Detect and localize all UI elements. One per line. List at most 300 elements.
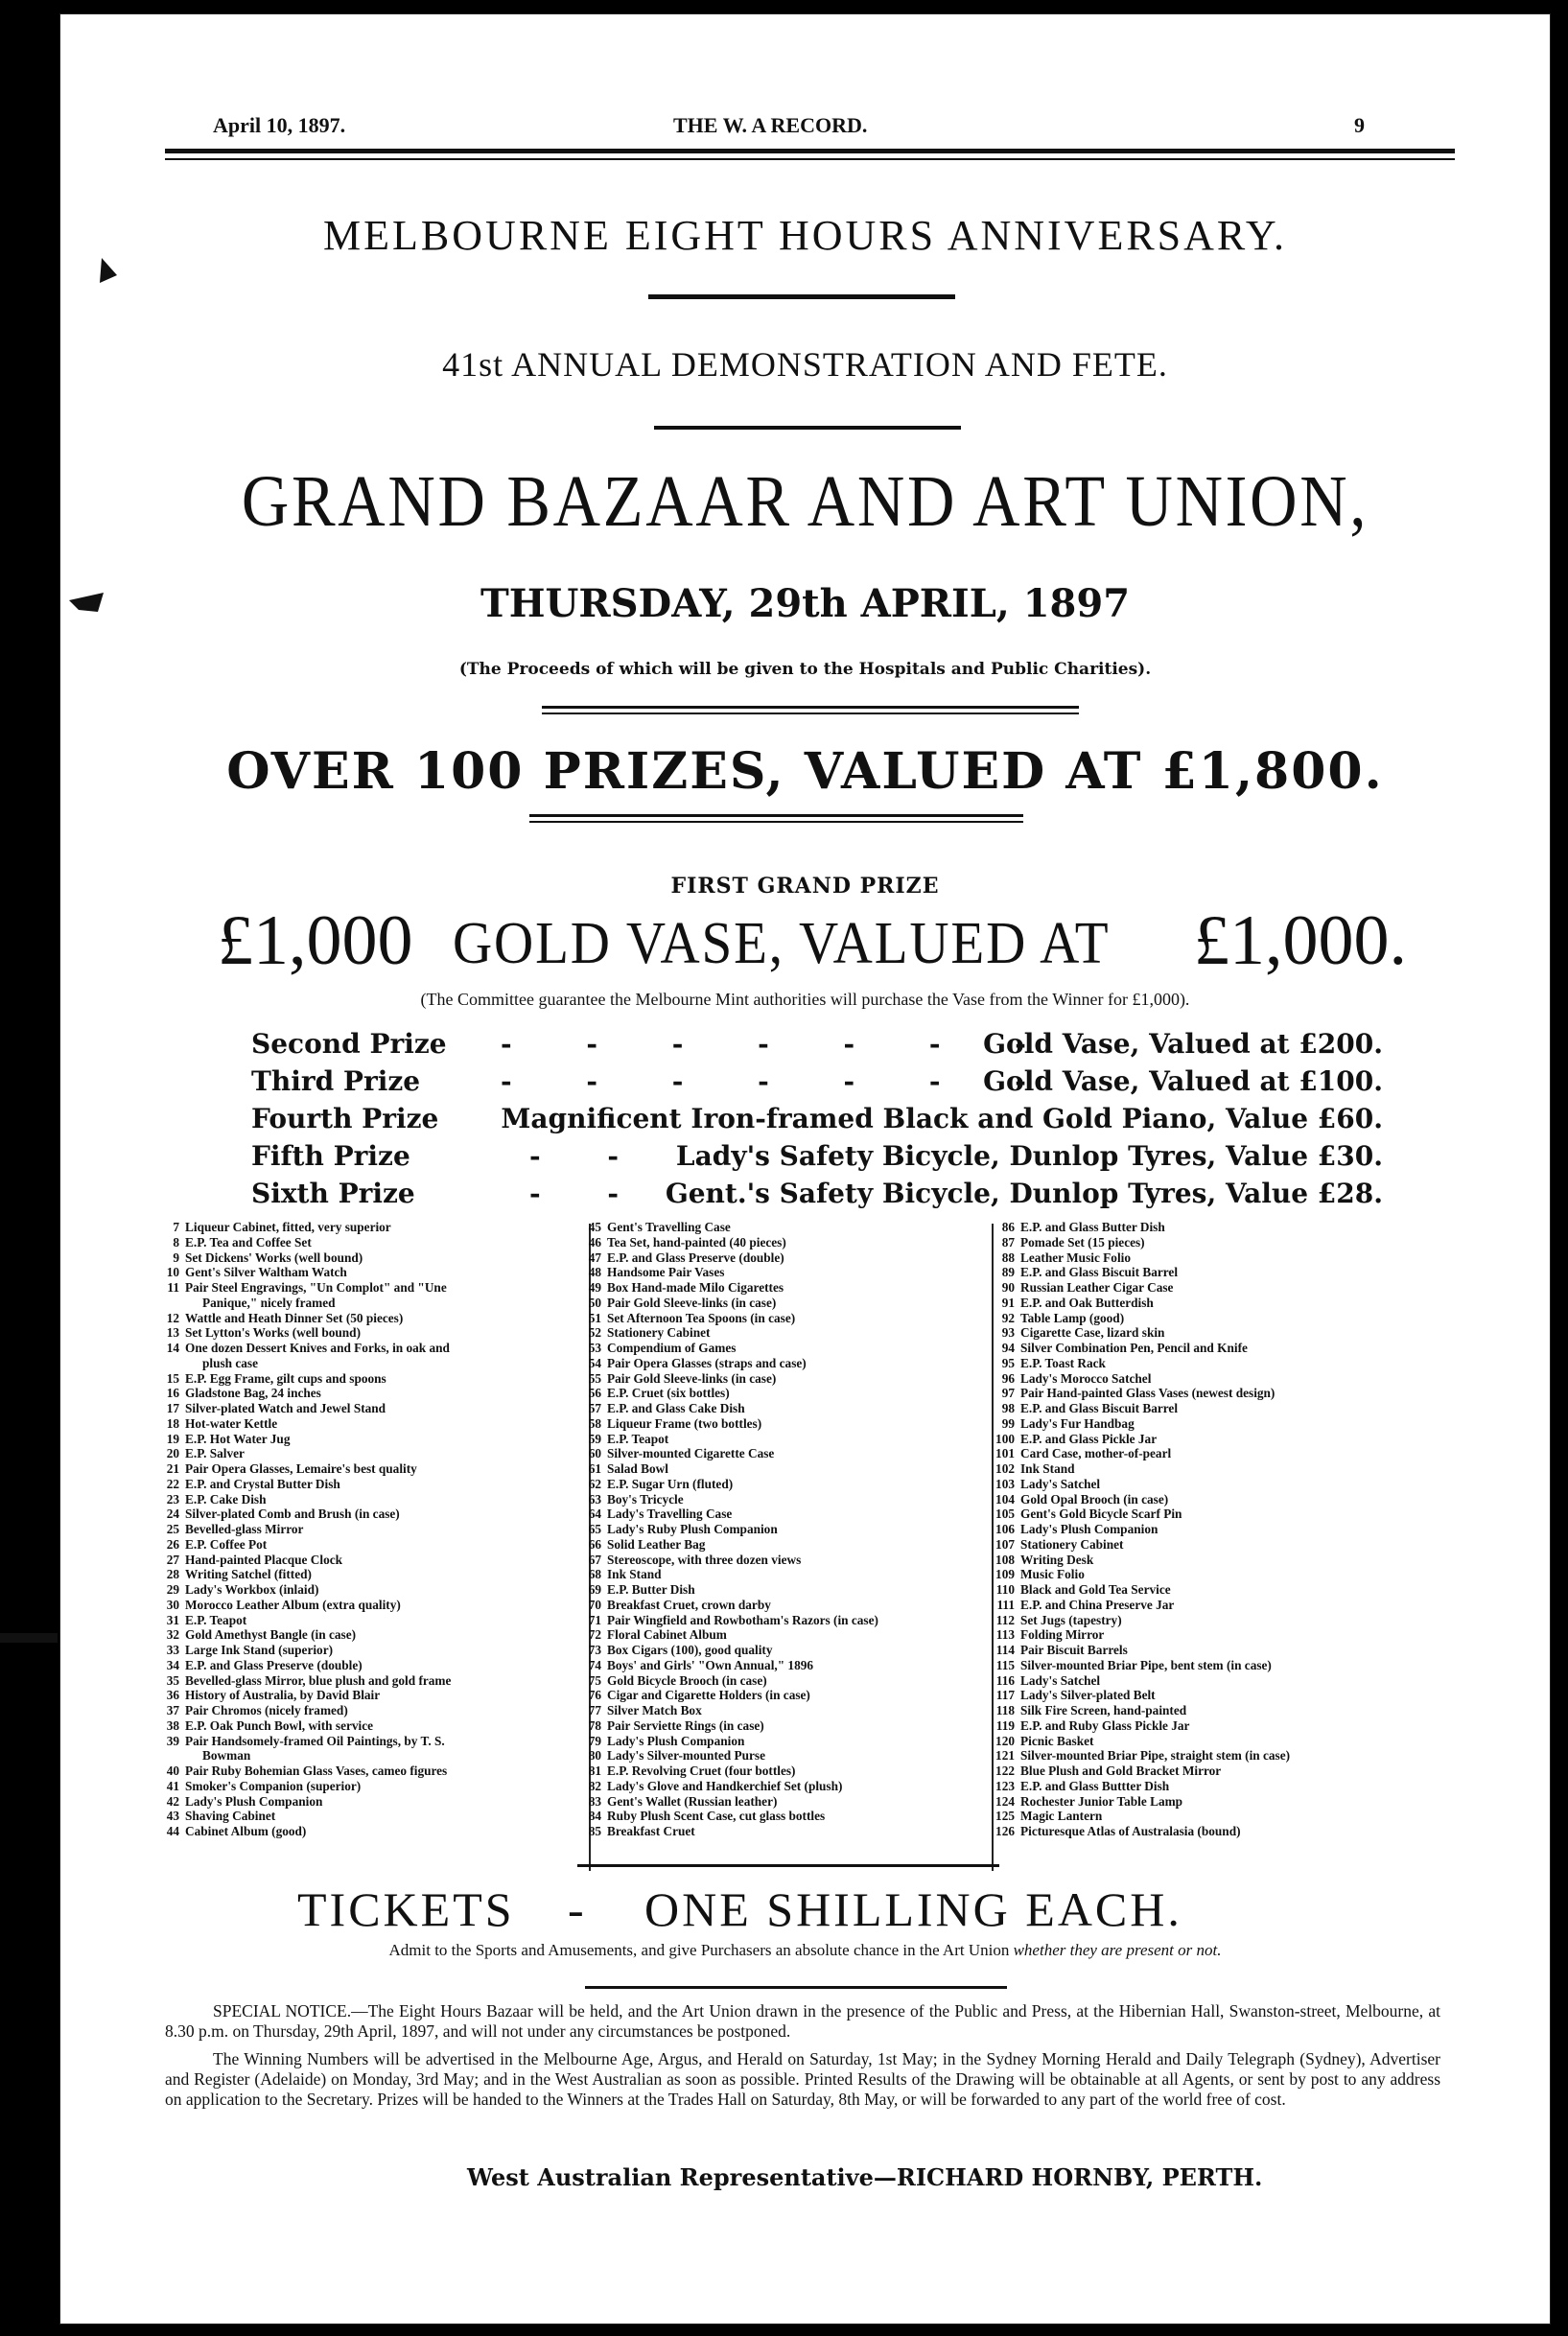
prize-item-text: Gent's Travelling Case (607, 1220, 731, 1234)
prize-number: 28 (166, 1567, 179, 1582)
prize-list-item (160, 1250, 620, 1266)
prize-list-item (160, 1492, 620, 1507)
prize-list-item (160, 1522, 620, 1537)
prize-list-item (582, 1265, 1014, 1280)
special-notice: SPECIAL NOTICE.—The Eight Hours Bazaar will be held, and the Art Union drawn in the presence of the Public and Press, at the Hibernian Hall, Swanston-street, Melbourne, at 8.30 p.m. on Thursday, 29th April, 1897, and will not under any circumstances be postponed. (165, 2001, 1440, 2041)
prize-item-text: Set Afternoon Tea Spoons (in case) (607, 1310, 796, 1325)
prize-list-item (160, 1235, 620, 1250)
prize-list-item (582, 1325, 1014, 1341)
prize-list-item (582, 1416, 1014, 1432)
prize-number: 25 (166, 1522, 179, 1536)
prize-number: 104 (995, 1491, 1015, 1507)
prize-list-item (582, 1567, 1014, 1582)
prize-item-text: E.P. and Glass Butter Dish (1020, 1220, 1165, 1234)
prize-item-text: Lady's Silver-mounted Purse (607, 1748, 765, 1764)
prize-list-item (988, 1235, 1439, 1250)
prize-item-text: Russian Leather Cigar Case (1020, 1280, 1174, 1295)
prize-item-text: Picnic Basket (1020, 1733, 1094, 1748)
prize-item-text: E.P. and Ruby Glass Pickle Jar (1020, 1717, 1190, 1733)
prize-list-item (582, 1824, 1014, 1839)
prize-number: 44 (166, 1824, 179, 1838)
prize-item-text: Silver Combination Pen, Pencil and Knife (1020, 1341, 1248, 1355)
prize-list-item (582, 1220, 1014, 1235)
prize-number: 52 (588, 1325, 601, 1341)
first-prize-amount-right: £1,000. (1194, 901, 1407, 980)
prize-number: 43 (166, 1809, 179, 1824)
divider-3-bottom (542, 712, 1079, 714)
prize-list-item (988, 1250, 1439, 1266)
prize-item-text: E.P. Butter Dish (607, 1582, 695, 1597)
prize-list-item (160, 1477, 620, 1492)
prize-item-text: Writing Satchel (fitted) (185, 1567, 312, 1582)
prize-description: Gold Vase, Valued at £100. (983, 1065, 1383, 1097)
prize-list-item (582, 1492, 1014, 1507)
prize-number: 26 (166, 1536, 179, 1552)
prize-item-text: Hot-water Kettle (185, 1415, 278, 1431)
prize-item-text: E.P. Coffee Pot (185, 1536, 268, 1552)
major-prize-row (251, 1065, 1383, 1104)
prize-number: 53 (588, 1341, 601, 1355)
prize-list-item (988, 1718, 1439, 1734)
winning-numbers-notice: The Winning Numbers will be advertised in the Melbourne Age, Argus, and Herald on Saturday, 1st May; in the Sydney Morning Herald and Daily Telegraph (Sydney), Advertiser and Register (Adelaide) on Monday, 3rd May; and in the West Australian as soon as possible. Printed Results of the Drawing will be obtainable at all Agents, or sent by post to any address on application to the Secretary. Prizes will be handed to the Winners at the Trades Hall on Saturday, 8th May, or will be forwarded to any part of the world free of cost. (165, 2049, 1440, 2109)
prize-item-text: Tea Set, hand-painted (40 pieces) (607, 1234, 786, 1250)
prize-list-item (988, 1477, 1439, 1492)
prize-number: 57 (588, 1401, 601, 1415)
prize-number: 79 (588, 1733, 601, 1748)
prize-item-text: Pomade Set (15 pieces) (1020, 1234, 1145, 1250)
prize-number: 122 (995, 1764, 1015, 1778)
prize-item-text: E.P. and Glass Preserve (double) (185, 1657, 363, 1672)
prize-number: 114 (995, 1643, 1015, 1657)
prize-list-item (988, 1325, 1439, 1341)
prize-number: 121 (995, 1748, 1015, 1764)
prize-number: 21 (166, 1461, 179, 1476)
prize-list-item (160, 1824, 620, 1839)
prize-item-text: Lady's Fur Handbag (1020, 1415, 1135, 1431)
prize-item-text: Salad Bowl (607, 1461, 668, 1476)
prize-list-item (160, 1325, 620, 1341)
prize-number: 78 (588, 1717, 601, 1733)
proceeds-note: (The Proceeds of which will be given to the Hospitals and Public Charities). (458, 660, 1152, 679)
prize-list-item (160, 1432, 620, 1447)
ticket-price: ONE SHILLING EACH. (644, 1882, 1182, 1936)
prize-item-text: E.P. and Glass Buttter Dish (1020, 1778, 1170, 1793)
prize-list-item (582, 1446, 1014, 1461)
prize-number: 77 (588, 1703, 601, 1717)
prize-item-text: Gold Bicycle Brooch (in case) (607, 1672, 767, 1688)
prize-item-text: E.P. Sugar Urn (fluted) (607, 1476, 734, 1491)
divider-1 (648, 294, 955, 299)
prize-number: 96 (1001, 1370, 1015, 1386)
prize-list-item (160, 1220, 620, 1235)
prize-list-item (988, 1507, 1439, 1522)
prize-list-item (582, 1809, 1014, 1824)
header-rule-thick (165, 149, 1455, 153)
prize-list-item (988, 1371, 1439, 1387)
prize-item-text: Pair Handsomely-framed Oil Paintings, by T. S. (185, 1733, 445, 1748)
prize-number: 19 (166, 1431, 179, 1446)
prize-number: 73 (588, 1643, 601, 1657)
prize-list-item (988, 1613, 1439, 1628)
divider-6 (585, 1986, 1007, 1989)
prize-item-text: Box Hand-made Milo Cigarettes (607, 1280, 784, 1295)
prize-number: 59 (588, 1431, 601, 1446)
prize-number: 32 (166, 1627, 179, 1643)
prize-list-item (160, 1386, 620, 1401)
prize-dashes: - - - - - - - (501, 1028, 1059, 1060)
margin-mark-icon (0, 1629, 58, 1648)
prize-item-text: Bowman (202, 1748, 251, 1764)
prize-list-item (582, 1280, 1014, 1296)
prize-item-text: Compendium of Games (607, 1341, 737, 1355)
prize-number: 16 (166, 1386, 179, 1401)
prize-number: 80 (588, 1748, 601, 1764)
prize-number: 10 (166, 1265, 179, 1280)
prize-number: 58 (588, 1415, 601, 1431)
prize-number: 81 (588, 1764, 601, 1778)
prize-list-item (988, 1356, 1439, 1371)
prize-item-text: Pair Gold Sleeve-links (in case) (607, 1370, 777, 1386)
prize-item-text: Stationery Cabinet (1020, 1536, 1124, 1552)
prize-number: 97 (1001, 1386, 1015, 1401)
prize-list-item (160, 1734, 620, 1749)
prize-item-text: Floral Cabinet Album (607, 1627, 727, 1643)
prize-number: 42 (166, 1793, 179, 1809)
prize-number: 108 (995, 1552, 1015, 1567)
prize-item-text: Handsome Pair Vases (607, 1265, 725, 1280)
prize-number: 24 (166, 1507, 179, 1522)
prize-number: 12 (166, 1310, 179, 1325)
divider-2 (654, 426, 961, 430)
prize-item-text: Bevelled-glass Mirror (185, 1522, 304, 1536)
prize-number: 20 (166, 1446, 179, 1461)
prize-list-item (582, 1794, 1014, 1810)
prize-list-item (988, 1598, 1439, 1613)
prize-list-item (988, 1492, 1439, 1507)
prize-item-text: E.P. Salver (185, 1446, 245, 1461)
prize-item-text: Silver-mounted Briar Pipe, bent stem (in case) (1020, 1657, 1272, 1672)
prize-number: 48 (588, 1265, 601, 1280)
prize-list-item (988, 1522, 1439, 1537)
prize-item-text: Box Cigars (100), good quality (607, 1643, 773, 1657)
divider-3-top (542, 706, 1079, 709)
prize-number: 95 (1001, 1355, 1015, 1370)
prize-number: 17 (166, 1401, 179, 1415)
prize-name: Sixth Prize (251, 1178, 415, 1209)
prize-list-item (988, 1220, 1439, 1235)
prize-number: 102 (995, 1461, 1015, 1476)
prize-description: Lady's Safety Bicycle, Dunlop Tyres, Value £30. (675, 1140, 1383, 1172)
prize-dashes: - - - - - - - (501, 1065, 1059, 1097)
major-prize-row (251, 1028, 1383, 1066)
prize-list-item (582, 1598, 1014, 1613)
prize-item-text: E.P. and Glass Biscuit Barrel (1020, 1401, 1179, 1415)
prize-number: 29 (166, 1582, 179, 1597)
prize-list-item (160, 1416, 620, 1432)
prize-number: 88 (1001, 1250, 1015, 1265)
prize-list-item (160, 1718, 620, 1734)
prize-list-item (582, 1537, 1014, 1553)
prize-number: 61 (588, 1461, 601, 1476)
prize-number: 66 (588, 1536, 601, 1552)
prize-item-text: Shaving Cabinet (185, 1809, 276, 1824)
prize-list-item (160, 1643, 620, 1658)
prize-number: 36 (166, 1688, 179, 1703)
prize-number: 84 (588, 1809, 601, 1824)
prize-number: 103 (995, 1476, 1015, 1491)
prize-number: 89 (1001, 1265, 1015, 1280)
prize-item-text: Ink Stand (607, 1567, 662, 1582)
prize-dashes: - - (529, 1140, 647, 1172)
prize-item-text: E.P. Toast Rack (1020, 1355, 1106, 1370)
prize-list-col-3 (988, 1220, 1439, 1839)
divider-4-bottom (529, 821, 1023, 823)
prize-item-text: Gent's Wallet (Russian leather) (607, 1793, 778, 1809)
prize-number: 91 (1001, 1295, 1015, 1310)
representative: West Australian Representative—RICHARD HORNBY, PERTH. (467, 2163, 1263, 2191)
prize-list-item (160, 1764, 620, 1779)
prize-list-item (582, 1734, 1014, 1749)
prize-number: 115 (995, 1657, 1015, 1672)
prize-item-text: Silver Match Box (607, 1703, 702, 1717)
prize-list-item (988, 1401, 1439, 1416)
prize-list-item (988, 1461, 1439, 1477)
prize-item-text: Pair Ruby Bohemian Glass Vases, cameo figures (185, 1764, 448, 1778)
prize-item-text: plush case (202, 1355, 259, 1370)
prize-item-text: Gold Opal Brooch (in case) (1020, 1491, 1169, 1507)
prize-number: 107 (995, 1536, 1015, 1552)
first-prize-label: FIRST GRAND PRIZE (670, 874, 940, 899)
prize-number: 37 (166, 1703, 179, 1717)
prize-list-item (160, 1311, 620, 1326)
prize-list-item (988, 1703, 1439, 1718)
prize-number: 125 (995, 1809, 1015, 1824)
issue-date: April 10, 1897. (213, 113, 346, 137)
prize-item-text: Morocco Leather Album (extra quality) (185, 1597, 401, 1612)
prize-number: 64 (588, 1507, 601, 1522)
prize-list-item (160, 1401, 620, 1416)
prize-description: Gent.'s Safety Bicycle, Dunlop Tyres, Value £28. (665, 1178, 1383, 1209)
prize-number: 13 (166, 1325, 179, 1341)
prize-item-text: Wattle and Heath Dinner Set (50 pieces) (185, 1310, 404, 1325)
prize-list-item (988, 1643, 1439, 1658)
prize-list-item (988, 1416, 1439, 1432)
prize-list-item (160, 1809, 620, 1824)
prize-item-text: Stereoscope, with three dozen views (607, 1552, 802, 1567)
prize-item-text: Set Jugs (tapestry) (1020, 1612, 1122, 1627)
prize-item-text: Lady's Travelling Case (607, 1507, 733, 1522)
prize-list-item (582, 1643, 1014, 1658)
prize-name: Second Prize (251, 1028, 447, 1060)
tickets-separator: - (568, 1882, 587, 1936)
prize-item-text: E.P. Egg Frame, gilt cups and spoons (185, 1370, 386, 1386)
prize-list-item (988, 1432, 1439, 1447)
prize-item-text: E.P. and Glass Preserve (double) (607, 1250, 784, 1265)
prize-list-item (160, 1296, 620, 1311)
prize-list-item (582, 1627, 1014, 1643)
prize-item-text: E.P. Teapot (185, 1612, 247, 1627)
major-prize-row (251, 1140, 1383, 1179)
prize-list-item (582, 1386, 1014, 1401)
prize-item-text: Silver-plated Watch and Jewel Stand (185, 1401, 386, 1415)
prize-item-text: Pair Steel Engravings, "Un Complot" and "Une (185, 1280, 447, 1295)
prize-list-item (988, 1537, 1439, 1553)
prize-item-text: Gent's Silver Waltham Watch (185, 1265, 347, 1280)
prize-number: 55 (588, 1370, 601, 1386)
prizes-headline: OVER 100 PRIZES, VALUED AT £1,800. (226, 742, 1384, 801)
prize-item-text: Gold Amethyst Bangle (in case) (185, 1627, 357, 1643)
prize-item-text: Silver-mounted Cigarette Case (607, 1446, 775, 1461)
prize-number: 74 (588, 1657, 601, 1672)
prize-list-item (988, 1341, 1439, 1356)
prize-number: 123 (995, 1778, 1015, 1793)
prize-item-text: E.P. and Glass Biscuit Barrel (1020, 1265, 1179, 1280)
prize-list-item (160, 1613, 620, 1628)
prize-number: 94 (1001, 1341, 1015, 1355)
prize-item-text: E.P. and Oak Butterdish (1020, 1295, 1154, 1310)
prize-list-item (160, 1280, 620, 1296)
prize-number: 50 (588, 1295, 601, 1310)
prize-item-text: One dozen Dessert Knives and Forks, in oak and (185, 1341, 450, 1355)
prize-number: 33 (166, 1643, 179, 1657)
prize-item-text: Pair Chromos (nicely framed) (185, 1703, 348, 1717)
prize-list-item (988, 1553, 1439, 1568)
prize-list-item (160, 1703, 620, 1718)
prize-item-text: Table Lamp (good) (1020, 1310, 1125, 1325)
prize-item-text: Smoker's Companion (superior) (185, 1778, 362, 1793)
admit-line (59, 1941, 1551, 1960)
prize-item-text: Pair Opera Glasses (straps and case) (607, 1355, 807, 1370)
prize-item-text: Cigarette Case, lizard skin (1020, 1325, 1165, 1341)
prize-number: 106 (995, 1522, 1015, 1536)
prize-item-text: Lady's Plush Companion (607, 1733, 745, 1748)
prize-list-item (160, 1537, 620, 1553)
prize-list-item (988, 1688, 1439, 1703)
prize-list-item (582, 1658, 1014, 1673)
prize-item-text: Breakfast Cruet, crown darby (607, 1597, 771, 1612)
prize-list-item (988, 1567, 1439, 1582)
admit-text: Admit to the Sports and Amusements, and give Purchasers an absolute chance in the Art Union (388, 1941, 1010, 1959)
prize-dashes: - - (529, 1178, 647, 1209)
prize-item-text: Gent's Gold Bicycle Scarf Pin (1020, 1507, 1182, 1522)
major-prize-row (251, 1103, 1383, 1141)
prize-number: 7 (173, 1220, 179, 1234)
prize-number: 69 (588, 1582, 601, 1597)
prize-list-item (582, 1748, 1014, 1764)
prize-number: 68 (588, 1567, 601, 1582)
prize-item-text: Solid Leather Bag (607, 1536, 706, 1552)
prize-list-item (988, 1386, 1439, 1401)
newspaper-title: THE W. A RECORD. (673, 113, 868, 137)
prize-description: Magnificent Iron-framed Black and Gold Piano, Value £60. (501, 1103, 1383, 1134)
prize-number: 62 (588, 1476, 601, 1491)
prize-item-text: Black and Gold Tea Service (1020, 1582, 1171, 1597)
vase-guarantee: (The Committee guarantee the Melbourne Mint authorities will purchase the Vase from the Winner for £1,000). (420, 990, 1190, 1009)
prize-item-text: Music Folio (1020, 1567, 1085, 1582)
prize-number: 9 (173, 1250, 179, 1265)
prize-list-item (582, 1703, 1014, 1718)
prize-number: 90 (1001, 1280, 1015, 1295)
prize-number: 45 (588, 1220, 601, 1234)
prize-item-text: E.P. Revolving Cruet (four bottles) (607, 1764, 796, 1778)
prize-name: Fourth Prize (251, 1103, 439, 1134)
subheadline-text: 41st ANNUAL DEMONSTRATION AND FETE. (442, 345, 1168, 384)
prize-list-item (160, 1341, 620, 1356)
prize-number: 119 (995, 1717, 1015, 1733)
major-prize-row (251, 1178, 1383, 1216)
prize-number: 86 (1001, 1220, 1015, 1234)
prize-list-item (160, 1371, 620, 1387)
prize-list-item (988, 1748, 1439, 1764)
prize-list-item (582, 1477, 1014, 1492)
prize-number: 111 (996, 1597, 1015, 1612)
prize-item-text: Set Dickens' Works (well bound) (185, 1250, 363, 1265)
prize-number: 82 (588, 1778, 601, 1793)
prize-item-text: Lady's Morocco Satchel (1020, 1370, 1152, 1386)
prize-item-text: Silver-mounted Briar Pipe, straight stem (in case) (1020, 1748, 1291, 1764)
prize-list-item (988, 1311, 1439, 1326)
prize-item-text: Cigar and Cigarette Holders (in case) (607, 1688, 810, 1703)
prize-number: 71 (588, 1612, 601, 1627)
prize-item-text: Boys' and Girls' "Own Annual," 1896 (607, 1657, 814, 1672)
prize-list-item (988, 1824, 1439, 1839)
prize-number: 49 (588, 1280, 601, 1295)
prize-number: 8 (173, 1234, 179, 1250)
prize-number: 41 (166, 1778, 179, 1793)
prize-list-item (160, 1598, 620, 1613)
prize-list-item (988, 1280, 1439, 1296)
prize-item-text: E.P. and Glass Pickle Jar (1020, 1431, 1158, 1446)
prize-number: 100 (995, 1431, 1015, 1446)
prize-number: 85 (588, 1824, 601, 1838)
prize-list-col-2 (582, 1220, 1014, 1839)
prize-number: 117 (995, 1688, 1015, 1703)
prize-item-text: Card Case, mother-of-pearl (1020, 1446, 1172, 1461)
prize-item-text: Hand-painted Placque Clock (185, 1552, 343, 1567)
prize-item-text: Lady's Silver-plated Belt (1020, 1688, 1156, 1703)
prize-list-item (582, 1613, 1014, 1628)
prize-item-text: Panique," nicely framed (202, 1295, 336, 1310)
prize-item-text: Rochester Junior Table Lamp (1020, 1793, 1183, 1809)
prize-list-item (988, 1809, 1439, 1824)
prize-list-item (160, 1779, 620, 1794)
prize-list-item (988, 1265, 1439, 1280)
prize-item-text: Lady's Satchel (1020, 1672, 1101, 1688)
prize-item-text: Magic Lantern (1020, 1809, 1103, 1824)
tickets-label: TICKETS (297, 1882, 515, 1936)
prize-number: 27 (166, 1552, 179, 1567)
prize-list-item (582, 1779, 1014, 1794)
prize-number: 112 (995, 1612, 1015, 1627)
prize-number: 11 (167, 1280, 179, 1295)
prize-item-text: Silver-plated Comb and Brush (in case) (185, 1507, 400, 1522)
prize-number: 40 (166, 1764, 179, 1778)
prize-list-item (160, 1658, 620, 1673)
prize-list-item (988, 1296, 1439, 1311)
header-rule-thin (165, 158, 1455, 160)
prize-number: 30 (166, 1597, 179, 1612)
prize-item-text: Lady's Satchel (1020, 1476, 1101, 1491)
prize-list-col-1 (160, 1220, 620, 1839)
prize-item-text: E.P. Cruet (six bottles) (607, 1386, 730, 1401)
prize-list-item (160, 1748, 620, 1764)
prize-list-item (988, 1794, 1439, 1810)
prize-item-text: Bevelled-glass Mirror, blue plush and gold frame (185, 1672, 452, 1688)
prize-number: 22 (166, 1476, 179, 1491)
prize-list-item (988, 1673, 1439, 1689)
prize-number: 109 (995, 1567, 1015, 1582)
prize-list-item (582, 1673, 1014, 1689)
